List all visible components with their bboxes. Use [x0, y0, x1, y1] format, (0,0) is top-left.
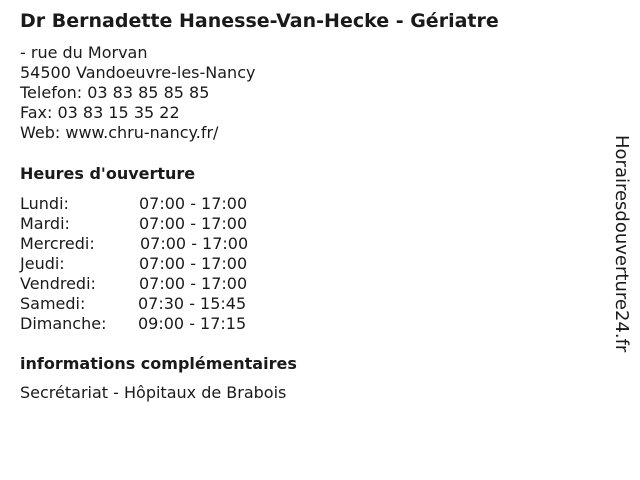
time-range: 07:00 - 17:00	[139, 214, 248, 233]
hours-row-saturday	[20, 294, 320, 314]
website: Web: www.chru-nancy.fr/	[20, 123, 219, 142]
hours-row-monday	[20, 194, 320, 214]
address-block	[20, 43, 255, 143]
day-label: Vendredi:	[20, 274, 96, 293]
time-range: 07:30 - 15:45	[138, 294, 247, 313]
time-range: 07:00 - 17:00	[139, 194, 248, 213]
hours-row-wednesday	[20, 234, 320, 254]
hours-row-tuesday	[20, 214, 320, 234]
day-label: Samedi:	[20, 294, 86, 313]
day-label: Dimanche:	[20, 314, 107, 333]
day-label: Jeudi:	[20, 254, 65, 273]
day-label: Mardi:	[20, 214, 70, 233]
time-range: 09:00 - 17:15	[138, 314, 247, 333]
phone-number: Telefon: 03 83 85 85 85	[20, 83, 210, 102]
day-label: Lundi:	[20, 194, 69, 213]
hours-row-thursday	[20, 254, 320, 274]
day-label: Mercredi:	[20, 234, 95, 253]
info-text: Secrétariat - Hôpitaux de Brabois	[20, 383, 287, 402]
hours-row-friday	[20, 274, 320, 294]
time-range: 07:00 - 17:00	[140, 234, 249, 253]
hours-heading: Heures d'ouverture	[20, 164, 196, 183]
time-range: 07:00 - 17:00	[139, 274, 248, 293]
city-address: 54500 Vandoeuvre-les-Nancy	[20, 63, 256, 82]
street-address: - rue du Morvan	[20, 43, 148, 62]
site-watermark: Horairesdouverture24.fr	[611, 135, 632, 353]
page-title: Dr Bernadette Hanesse-Van-Hecke - Gériatre	[20, 10, 499, 32]
time-range: 07:00 - 17:00	[139, 254, 248, 273]
hours-row-sunday	[20, 314, 320, 334]
hours-table	[20, 194, 320, 334]
fax-number: Fax: 03 83 15 35 22	[20, 103, 180, 122]
info-heading: informations complémentaires	[20, 354, 297, 373]
